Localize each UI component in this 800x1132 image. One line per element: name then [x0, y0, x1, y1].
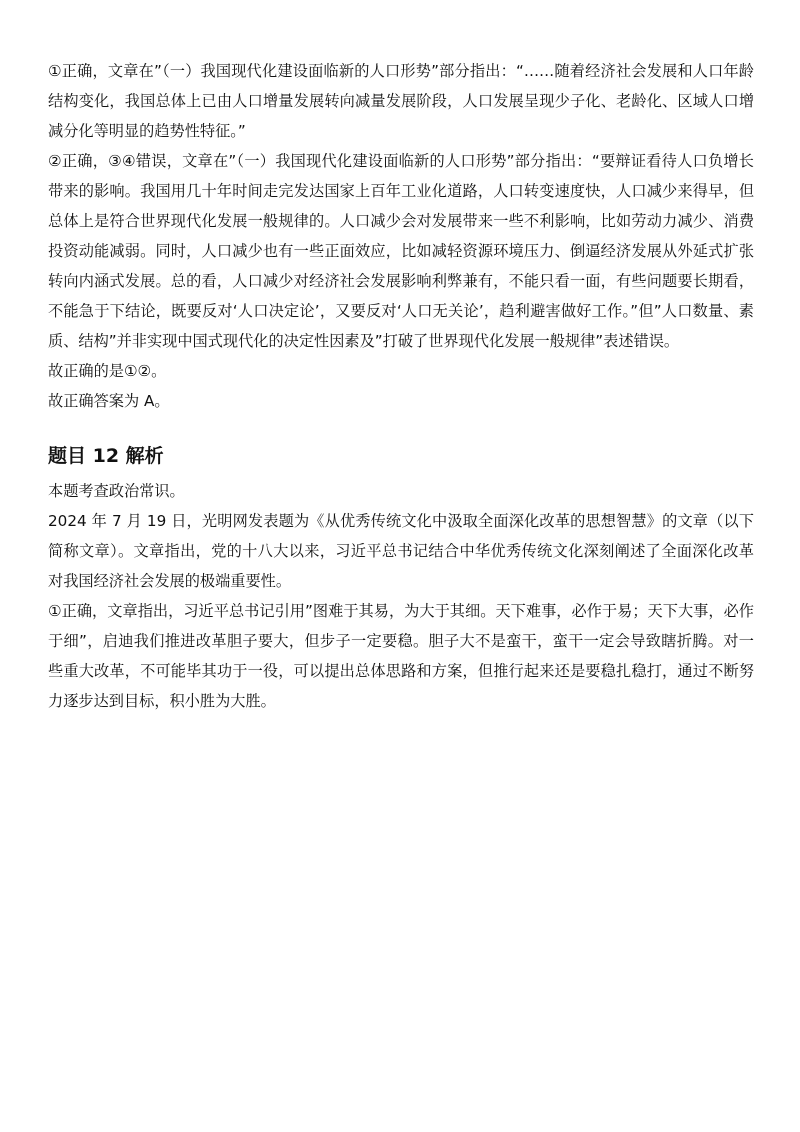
paragraph-topic: 本题考查政治常识。 — [48, 482, 185, 500]
paragraph-population-trend: ①正确，文章在”（一）我国现代化建设面临新的人口形势”部分指出：“……随着经济社会发展和人口年龄结构变化，我国总体上已由人口增量发展转向减量发展阶段，人口发展呈现少子化、老龄化、区域人口增减分化等明显的趋势性特征。” — [48, 62, 754, 140]
document-page — [48, 56, 754, 716]
paragraph-population-impact: ②正确，③④错误，文章在”（一）我国现代化建设面临新的人口形势”部分指出：“要辩证看待人口负增长带来的影响。我国用几十年时间走完发达国家上百年工业化道路，人口转变速度快，人口减少来得早，但总体上是符合世界现代化发展一般规律的。人口减少会对发展带来一些不利影响，比如劳动力减少、消费投资动能减弱。同时，人口减少也有一些正面效应，比如减轻资源环境压力、倒逼经济发展从外延式扩张转向内涵式发展。总的看，人口减少对经济社会发展影响利弊兼有，不能只看一面，有些问题要长期看，不能急于下结论，既要反对‘人口决定论’，又要反对‘人口无关论’，趋利避害做好工作。”但”人口数量、素质、结构”并非实现中国式现代化的决定性因素及”打破了世界现代化发展一般规律”表述错误。 — [48, 152, 754, 350]
question-12-heading: 题目 12 解析 — [48, 445, 164, 467]
paragraph-item-one: ①正确，文章指出，习近平总书记引用”图难于其易，为大于其细。天下难事，必作于易；天下大事，必作于细”，启迪我们推进改革胆子要大，但步子一定要稳。胆子大不是蛮干，蛮干一定会导致瞎折腾。对一些重大改革，不可能毕其功于一役，可以提出总体思路和方案，但推行起来还是要稳扎稳打，通过不断努力逐步达到目标，积小胜为大胜。 — [48, 602, 754, 710]
paragraph-answer: 故正确答案为 A。 — [48, 392, 170, 410]
paragraph-correct-items: 故正确的是①②。 — [48, 362, 167, 380]
paragraph-article-intro: 2024 年 7 月 19 日，光明网发表题为《从优秀传统文化中汲取全面深化改革的思想智慧》的文章（以下简称文章）。文章指出，党的十八大以来，习近平总书记结合中华优秀传统文化深刻阐述了全面深化改革对我国经济社会发展的极端重要性。 — [48, 512, 754, 590]
